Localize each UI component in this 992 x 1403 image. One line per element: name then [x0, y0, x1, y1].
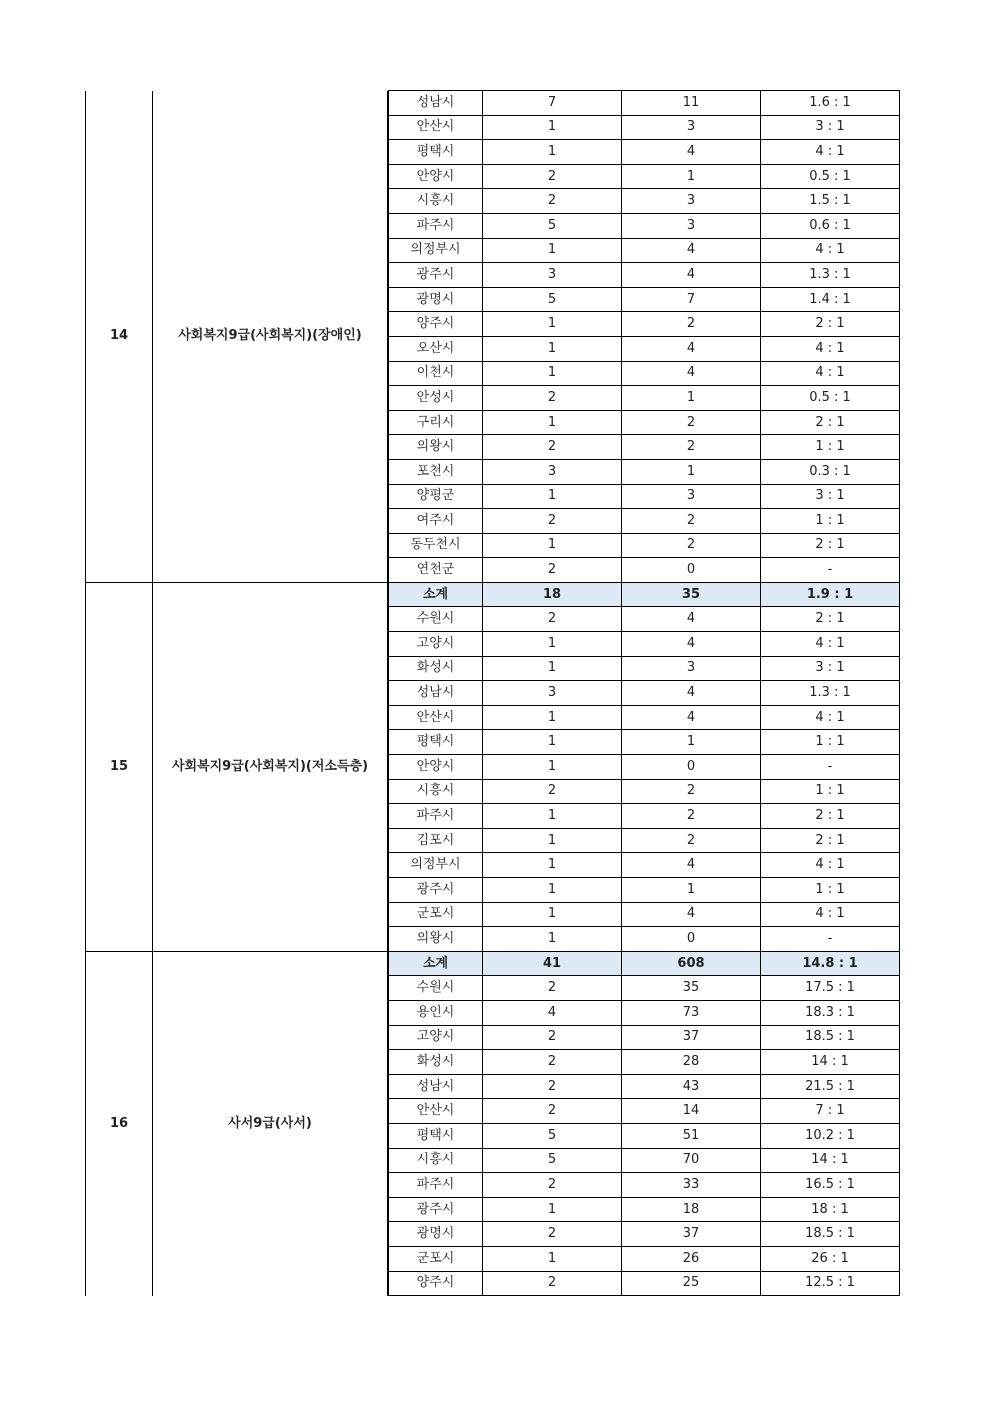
quota-cell: 2: [483, 1074, 622, 1099]
ratio-cell: 1 : 1: [761, 878, 900, 903]
applicants-cell: 4: [622, 705, 761, 730]
region-cell: 소계: [389, 582, 483, 607]
applicants-cell: 35: [622, 582, 761, 607]
region-cell: 평택시: [389, 730, 483, 755]
region-cell: 구리시: [389, 410, 483, 435]
applicants-cell: 1: [622, 459, 761, 484]
quota-cell: 1: [483, 927, 622, 952]
region-cell: 파주시: [389, 213, 483, 238]
quota-cell: 1: [483, 312, 622, 337]
region-cell: 안산시: [389, 705, 483, 730]
quota-cell: 1: [483, 730, 622, 755]
applicants-cell: 1: [622, 386, 761, 411]
region-cell: 용인시: [389, 1000, 483, 1025]
quota-cell: 18: [483, 582, 622, 607]
applicants-cell: 35: [622, 976, 761, 1001]
ratio-cell: 4 : 1: [761, 361, 900, 386]
region-cell: 화성시: [389, 1050, 483, 1075]
quota-cell: 1: [483, 902, 622, 927]
applicants-cell: 3: [622, 484, 761, 509]
region-cell: 파주시: [389, 804, 483, 829]
region-cell: 양주시: [389, 1271, 483, 1296]
applicants-cell: 1: [622, 730, 761, 755]
quota-cell: 1: [483, 1246, 622, 1271]
region-cell: 수원시: [389, 607, 483, 632]
ratio-cell: 2 : 1: [761, 533, 900, 558]
ratio-cell: 1.6 : 1: [761, 91, 900, 116]
ratio-cell: 2 : 1: [761, 607, 900, 632]
ratio-cell: 1 : 1: [761, 509, 900, 534]
region-cell: 의정부시: [389, 238, 483, 263]
region-cell: 시흥시: [389, 189, 483, 214]
ratio-cell: 2 : 1: [761, 804, 900, 829]
quota-cell: 7: [483, 91, 622, 116]
ratio-cell: 1.4 : 1: [761, 287, 900, 312]
region-cell: 동두천시: [389, 533, 483, 558]
quota-cell: 41: [483, 951, 622, 976]
ratio-cell: 21.5 : 1: [761, 1074, 900, 1099]
ratio-cell: 0.5 : 1: [761, 386, 900, 411]
applicants-cell: 33: [622, 1173, 761, 1198]
region-cell: 고양시: [389, 1025, 483, 1050]
quota-cell: 1: [483, 804, 622, 829]
applicants-cell: 70: [622, 1148, 761, 1173]
ratio-cell: 12.5 : 1: [761, 1271, 900, 1296]
quota-cell: 2: [483, 558, 622, 583]
ratio-cell: 18 : 1: [761, 1197, 900, 1222]
ratio-cell: 18.3 : 1: [761, 1000, 900, 1025]
region-cell: 의왕시: [389, 927, 483, 952]
quota-cell: 5: [483, 213, 622, 238]
quota-cell: 2: [483, 1050, 622, 1075]
quota-cell: 2: [483, 189, 622, 214]
quota-cell: 2: [483, 386, 622, 411]
quota-cell: 2: [483, 976, 622, 1001]
applicants-cell: 37: [622, 1025, 761, 1050]
applicants-cell: 2: [622, 828, 761, 853]
region-cell: 양평군: [389, 484, 483, 509]
ratio-cell: 1 : 1: [761, 730, 900, 755]
position-name: 사회복지9급(사회복지)(저소득층): [153, 582, 388, 951]
ratio-cell: 3 : 1: [761, 115, 900, 140]
applicants-cell: 2: [622, 779, 761, 804]
section-number: 16: [86, 951, 153, 1295]
applicants-cell: 43: [622, 1074, 761, 1099]
applicants-cell: 1: [622, 164, 761, 189]
applicants-cell: 11: [622, 91, 761, 116]
table-row: [86, 91, 900, 116]
applicants-cell: 25: [622, 1271, 761, 1296]
applicants-cell: 7: [622, 287, 761, 312]
quota-cell: 1: [483, 1197, 622, 1222]
region-cell: 광명시: [389, 1222, 483, 1247]
quota-cell: 1: [483, 705, 622, 730]
quota-cell: 1: [483, 878, 622, 903]
quota-cell: 2: [483, 1222, 622, 1247]
ratio-cell: 2 : 1: [761, 828, 900, 853]
quota-cell: 5: [483, 287, 622, 312]
applicants-cell: 3: [622, 115, 761, 140]
region-cell: 양주시: [389, 312, 483, 337]
section-number: 14: [86, 91, 153, 583]
ratio-cell: 14 : 1: [761, 1148, 900, 1173]
applicants-cell: 4: [622, 238, 761, 263]
region-cell: 수원시: [389, 976, 483, 1001]
applicants-cell: 4: [622, 853, 761, 878]
ratio-cell: 4 : 1: [761, 336, 900, 361]
quota-cell: 2: [483, 1271, 622, 1296]
ratio-cell: -: [761, 558, 900, 583]
region-cell: 연천군: [389, 558, 483, 583]
ratio-cell: 1 : 1: [761, 435, 900, 460]
ratio-cell: -: [761, 755, 900, 780]
ratio-cell: 18.5 : 1: [761, 1025, 900, 1050]
quota-cell: 2: [483, 607, 622, 632]
region-cell: 평택시: [389, 140, 483, 165]
ratio-cell: 26 : 1: [761, 1246, 900, 1271]
quota-cell: 2: [483, 1025, 622, 1050]
ratio-cell: 0.6 : 1: [761, 213, 900, 238]
ratio-cell: 1.5 : 1: [761, 189, 900, 214]
ratio-cell: 10.2 : 1: [761, 1123, 900, 1148]
quota-cell: 1: [483, 828, 622, 853]
quota-cell: 1: [483, 115, 622, 140]
quota-cell: 5: [483, 1148, 622, 1173]
applicants-cell: 2: [622, 509, 761, 534]
quota-cell: 3: [483, 459, 622, 484]
applicants-cell: 0: [622, 558, 761, 583]
section-number: 15: [86, 582, 153, 951]
ratio-cell: 0.5 : 1: [761, 164, 900, 189]
applicants-cell: 0: [622, 755, 761, 780]
ratio-cell: 2 : 1: [761, 312, 900, 337]
region-cell: 평택시: [389, 1123, 483, 1148]
applicants-cell: 2: [622, 804, 761, 829]
quota-cell: 1: [483, 361, 622, 386]
applicants-cell: 0: [622, 927, 761, 952]
recruitment-competition-table: [85, 90, 900, 1296]
region-cell: 이천시: [389, 361, 483, 386]
region-cell: 오산시: [389, 336, 483, 361]
applicants-cell: 4: [622, 607, 761, 632]
applicants-cell: 2: [622, 410, 761, 435]
region-cell: 의정부시: [389, 853, 483, 878]
applicants-cell: 3: [622, 189, 761, 214]
region-cell: 시흥시: [389, 779, 483, 804]
applicants-cell: 4: [622, 632, 761, 657]
quota-cell: 2: [483, 435, 622, 460]
applicants-cell: 1: [622, 878, 761, 903]
ratio-cell: 14 : 1: [761, 1050, 900, 1075]
ratio-cell: 1 : 1: [761, 779, 900, 804]
quota-cell: 1: [483, 755, 622, 780]
quota-cell: 2: [483, 779, 622, 804]
region-cell: 안성시: [389, 386, 483, 411]
ratio-cell: 4 : 1: [761, 140, 900, 165]
ratio-cell: 0.3 : 1: [761, 459, 900, 484]
quota-cell: 1: [483, 484, 622, 509]
region-cell: 군포시: [389, 1246, 483, 1271]
applicants-cell: 2: [622, 435, 761, 460]
ratio-cell: 1.3 : 1: [761, 681, 900, 706]
ratio-cell: 4 : 1: [761, 632, 900, 657]
quota-cell: 5: [483, 1123, 622, 1148]
applicants-cell: 26: [622, 1246, 761, 1271]
ratio-cell: 3 : 1: [761, 484, 900, 509]
applicants-cell: 4: [622, 140, 761, 165]
quota-cell: 2: [483, 1099, 622, 1124]
ratio-cell: 1.9 : 1: [761, 582, 900, 607]
ratio-cell: 4 : 1: [761, 902, 900, 927]
region-cell: 안산시: [389, 1099, 483, 1124]
applicants-cell: 73: [622, 1000, 761, 1025]
region-cell: 안양시: [389, 164, 483, 189]
region-cell: 의왕시: [389, 435, 483, 460]
applicants-cell: 4: [622, 336, 761, 361]
position-name: 사회복지9급(사회복지)(장애인): [153, 91, 388, 583]
quota-cell: 1: [483, 238, 622, 263]
region-cell: 포천시: [389, 459, 483, 484]
quota-cell: 3: [483, 681, 622, 706]
region-cell: 김포시: [389, 828, 483, 853]
ratio-cell: 4 : 1: [761, 238, 900, 263]
region-cell: 고양시: [389, 632, 483, 657]
applicants-cell: 4: [622, 681, 761, 706]
quota-cell: 2: [483, 164, 622, 189]
quota-cell: 1: [483, 140, 622, 165]
position-name: 사서9급(사서): [153, 951, 388, 1295]
region-cell: 광주시: [389, 1197, 483, 1222]
region-cell: 광명시: [389, 287, 483, 312]
subtotal-row: [86, 951, 900, 976]
applicants-cell: 608: [622, 951, 761, 976]
region-cell: 안산시: [389, 115, 483, 140]
quota-cell: 1: [483, 853, 622, 878]
region-cell: 화성시: [389, 656, 483, 681]
subtotal-row: [86, 582, 900, 607]
region-cell: 성남시: [389, 681, 483, 706]
region-cell: 광주시: [389, 263, 483, 288]
region-cell: 소계: [389, 951, 483, 976]
quota-cell: 2: [483, 509, 622, 534]
ratio-cell: 4 : 1: [761, 705, 900, 730]
region-cell: 안양시: [389, 755, 483, 780]
region-cell: 광주시: [389, 878, 483, 903]
applicants-cell: 28: [622, 1050, 761, 1075]
ratio-cell: 3 : 1: [761, 656, 900, 681]
ratio-cell: 1.3 : 1: [761, 263, 900, 288]
ratio-cell: 17.5 : 1: [761, 976, 900, 1001]
quota-cell: 1: [483, 632, 622, 657]
quota-cell: 3: [483, 263, 622, 288]
applicants-cell: 2: [622, 312, 761, 337]
region-cell: 군포시: [389, 902, 483, 927]
applicants-cell: 51: [622, 1123, 761, 1148]
ratio-cell: -: [761, 927, 900, 952]
applicants-cell: 3: [622, 656, 761, 681]
ratio-cell: 16.5 : 1: [761, 1173, 900, 1198]
applicants-cell: 18: [622, 1197, 761, 1222]
applicants-cell: 2: [622, 533, 761, 558]
applicants-cell: 4: [622, 263, 761, 288]
applicants-cell: 3: [622, 213, 761, 238]
quota-cell: 1: [483, 656, 622, 681]
ratio-cell: 4 : 1: [761, 853, 900, 878]
ratio-cell: 18.5 : 1: [761, 1222, 900, 1247]
region-cell: 성남시: [389, 91, 483, 116]
applicants-cell: 14: [622, 1099, 761, 1124]
applicants-cell: 4: [622, 902, 761, 927]
quota-cell: 1: [483, 533, 622, 558]
quota-cell: 4: [483, 1000, 622, 1025]
ratio-cell: 7 : 1: [761, 1099, 900, 1124]
applicants-cell: 4: [622, 361, 761, 386]
region-cell: 시흥시: [389, 1148, 483, 1173]
applicants-cell: 37: [622, 1222, 761, 1247]
region-cell: 성남시: [389, 1074, 483, 1099]
region-cell: 여주시: [389, 509, 483, 534]
ratio-cell: 2 : 1: [761, 410, 900, 435]
quota-cell: 1: [483, 410, 622, 435]
region-cell: 파주시: [389, 1173, 483, 1198]
quota-cell: 2: [483, 1173, 622, 1198]
quota-cell: 1: [483, 336, 622, 361]
ratio-cell: 14.8 : 1: [761, 951, 900, 976]
